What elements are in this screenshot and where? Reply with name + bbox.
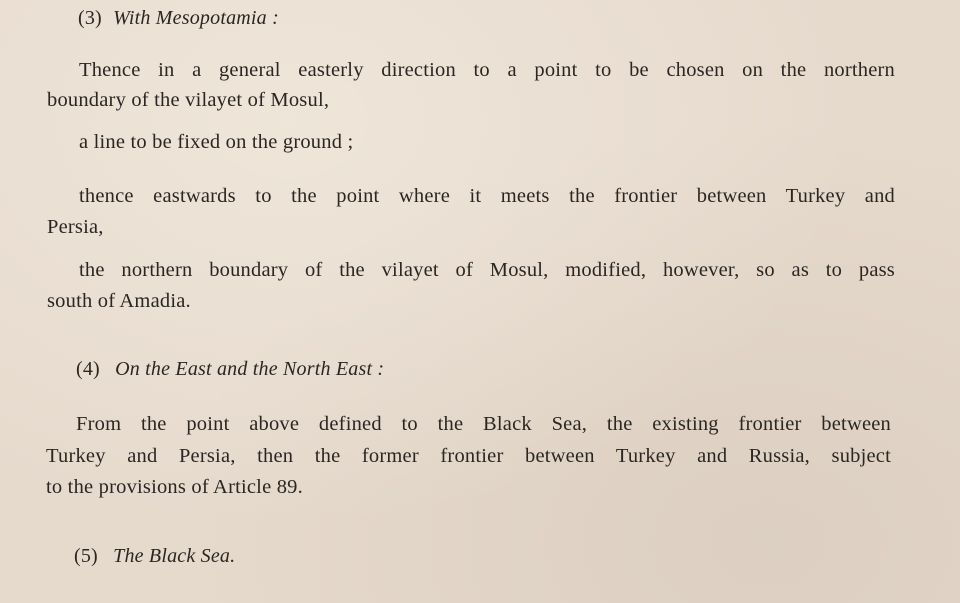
section-number: (4)	[76, 358, 100, 380]
section-title: On the East and the North East :	[115, 358, 385, 380]
section-heading	[76, 359, 384, 379]
text-line: the northern boundary of the vilayet of Mosul, modified, however, so as to pass	[79, 259, 895, 281]
text-line: Thence in a general easterly direction to a point to be chosen on the northern	[79, 59, 895, 81]
section-title: The Black Sea.	[113, 545, 236, 567]
text-line: Turkey and Persia, then the former frontier between Turkey and Russia, subject	[46, 445, 891, 467]
section-number: (3)	[78, 7, 102, 29]
section-heading	[78, 8, 279, 28]
text-line: a line to be fixed on the ground ;	[79, 131, 354, 153]
text-line: thence eastwards to the point where it meets the frontier between Turkey and	[79, 185, 895, 207]
text-line: From the point above defined to the Black Sea, the existing frontier between	[76, 413, 891, 435]
text-line: to the provisions of Article 89.	[46, 476, 303, 498]
section-number: (5)	[74, 545, 98, 567]
text-line: south of Amadia.	[47, 290, 191, 312]
text-line: Persia,	[47, 216, 104, 238]
section-title: With Mesopotamia :	[113, 7, 279, 29]
text-line: boundary of the vilayet of Mosul,	[47, 89, 330, 111]
section-heading	[74, 546, 235, 566]
